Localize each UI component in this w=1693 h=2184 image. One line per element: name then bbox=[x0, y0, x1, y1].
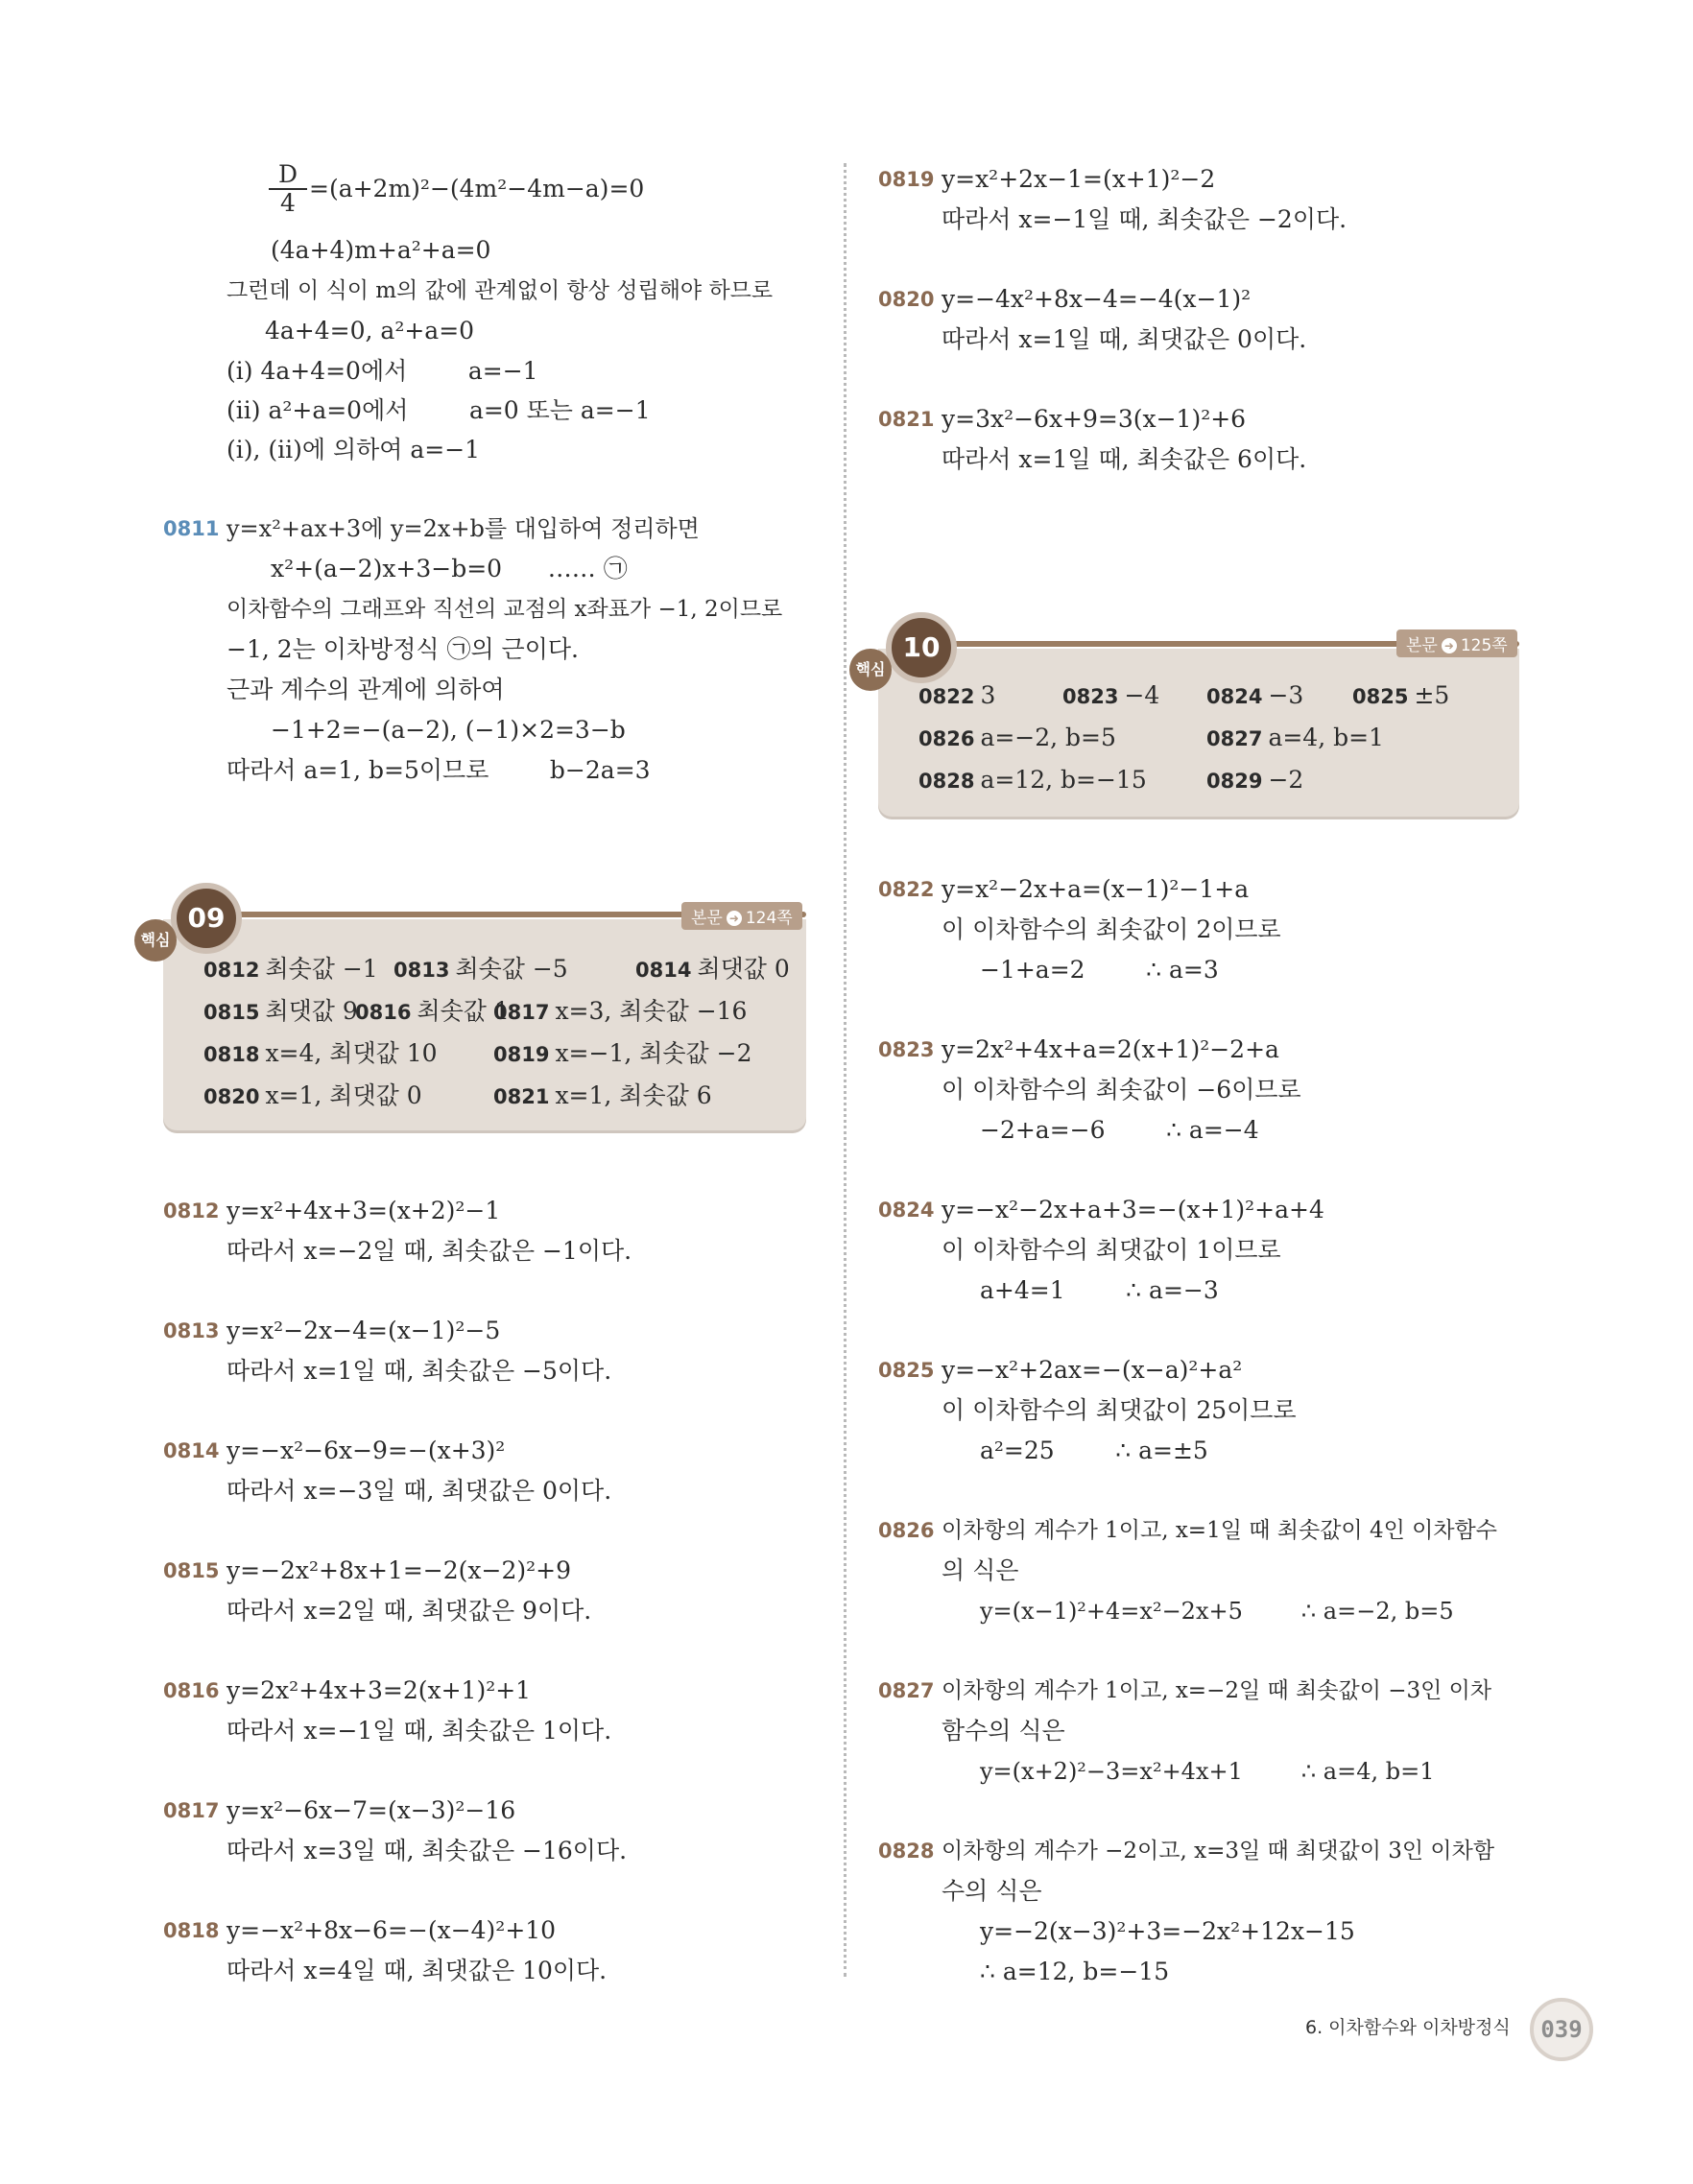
answer-item bbox=[355, 997, 510, 1027]
answer-value: a=12, b=−15 bbox=[980, 766, 1147, 794]
problem-number: 0818 bbox=[163, 1919, 220, 1942]
answer-key: 0825 bbox=[1352, 685, 1409, 708]
answer-key: 0824 bbox=[1206, 685, 1263, 708]
solution-line: y=−x²−2x+a+3=−(x+1)²+a+4 bbox=[942, 1196, 1324, 1223]
problem-number: 0811 bbox=[163, 517, 220, 540]
answer-key: 0818 bbox=[203, 1043, 260, 1066]
reference-label: 본문 bbox=[691, 909, 723, 928]
solution-line: 이 이차함수의 최솟값이 −6이므로 bbox=[942, 1076, 1301, 1104]
solution-line: y=−x²+2ax=−(x−a)²+a² bbox=[942, 1356, 1243, 1384]
problem-number: 0819 bbox=[878, 168, 935, 191]
solution-line: −1+a=2 ∴ a=3 bbox=[980, 956, 1219, 984]
section-badge: 10 bbox=[886, 612, 957, 683]
solution-line: 이차항의 계수가 1이고, x=1일 때 최솟값이 4인 이차함수 bbox=[942, 1518, 1497, 1543]
solution-line: −1+2=−(a−2), (−1)×2=3−b bbox=[271, 716, 626, 744]
arrow-right-icon: ➜ bbox=[1442, 638, 1457, 653]
core-tag: 핵심 bbox=[134, 919, 177, 961]
answer-key: 0829 bbox=[1206, 770, 1263, 793]
solution-line: y=x²−2x+a=(x−1)²−1+a bbox=[942, 875, 1250, 903]
problem-number: 0817 bbox=[163, 1799, 220, 1822]
solution-line: 따라서 x=−3일 때, 최댓값은 0이다. bbox=[227, 1477, 612, 1505]
section-badge: 09 bbox=[171, 883, 242, 954]
answer-item bbox=[493, 997, 747, 1027]
answer-value: x=3, 최솟값 −16 bbox=[555, 997, 748, 1025]
answer-value: −3 bbox=[1268, 681, 1304, 709]
answer-item bbox=[393, 955, 568, 985]
solution-line: −2+a=−6 ∴ a=−4 bbox=[980, 1116, 1259, 1144]
fraction-d-over-4 bbox=[269, 161, 307, 217]
solution-line: x²+(a−2)x+3−b=0 …… ㉠ bbox=[271, 555, 628, 582]
chapter-title: 6. 이차함수와 이차방정식 bbox=[1305, 2017, 1511, 2038]
solution-line: y=−2x²+8x+1=−2(x−2)²+9 bbox=[227, 1556, 571, 1584]
problem-number: 0814 bbox=[163, 1439, 220, 1462]
answer-item bbox=[493, 1039, 752, 1069]
problem-number: 0820 bbox=[878, 288, 935, 311]
answer-item bbox=[635, 955, 790, 985]
page-number: 039 bbox=[1530, 1998, 1593, 2061]
answer-item bbox=[203, 997, 358, 1027]
problem-number: 0825 bbox=[878, 1359, 935, 1382]
answer-key: 0814 bbox=[635, 959, 692, 982]
solution-line: 함수의 식은 bbox=[942, 1717, 1065, 1745]
solution-line: 수의 식은 bbox=[942, 1877, 1042, 1905]
problem-number: 0828 bbox=[878, 1840, 935, 1863]
solution-line: 따라서 x=2일 때, 최댓값은 9이다. bbox=[227, 1597, 592, 1625]
fraction-denominator: 4 bbox=[280, 189, 296, 217]
reference-label: 본문 bbox=[1406, 636, 1438, 655]
solution-line: 따라서 x=1일 때, 최솟값은 6이다. bbox=[942, 445, 1307, 473]
answer-key: 0812 bbox=[203, 959, 260, 982]
solution-line: y=−2(x−3)²+3=−2x²+12x−15 bbox=[980, 1917, 1355, 1945]
core-tag: 핵심 bbox=[849, 649, 892, 691]
problem-number: 0824 bbox=[878, 1199, 935, 1222]
solution-line: a²=25 ∴ a=±5 bbox=[980, 1436, 1208, 1464]
answer-item bbox=[493, 1081, 712, 1111]
answer-item bbox=[918, 724, 1116, 753]
answer-value: x=4, 최댓값 10 bbox=[265, 1039, 438, 1067]
solution-line: 의 식은 bbox=[942, 1556, 1019, 1584]
case-line: (ⅱ) a²+a=0에서 a=0 또는 a=−1 bbox=[227, 396, 651, 424]
equation-line: 4a+4=0, a²+a=0 bbox=[265, 317, 475, 344]
answer-value: a=4, b=1 bbox=[1268, 724, 1384, 751]
answer-item bbox=[1206, 766, 1303, 795]
solution-line: y=x²−2x−4=(x−1)²−5 bbox=[227, 1317, 501, 1344]
answer-item bbox=[203, 1039, 438, 1069]
solution-line: y=2x²+4x+a=2(x+1)²−2+a bbox=[942, 1035, 1279, 1063]
equation-line: (4a+4)m+a²+a=0 bbox=[271, 236, 491, 264]
answer-key: 0816 bbox=[355, 1001, 412, 1024]
solution-line: ∴ a=12, b=−15 bbox=[980, 1958, 1170, 1985]
problem-number: 0823 bbox=[878, 1038, 935, 1061]
solution-line: 따라서 x=−1일 때, 최솟값은 −2이다. bbox=[942, 205, 1347, 233]
solution-line: 이차함수의 그래프와 직선의 교점의 x좌표가 −1, 2이므로 bbox=[227, 597, 783, 622]
equation-line: =(a+2m)²−(4m²−4m−a)=0 bbox=[309, 175, 645, 202]
solution-line: y=−x²−6x−9=−(x+3)² bbox=[227, 1436, 506, 1464]
answer-value: x=−1, 최솟값 −2 bbox=[555, 1039, 752, 1067]
problem-number: 0827 bbox=[878, 1679, 935, 1702]
problem-number: 0826 bbox=[878, 1519, 935, 1542]
answer-key: 0817 bbox=[493, 1001, 550, 1024]
solution-line: 따라서 x=1일 때, 최솟값은 −5이다. bbox=[227, 1357, 612, 1385]
solution-line: y=x²+4x+3=(x+2)²−1 bbox=[227, 1197, 501, 1224]
solution-line: 따라서 x=3일 때, 최솟값은 −16이다. bbox=[227, 1837, 628, 1864]
problem-number: 0812 bbox=[163, 1199, 220, 1223]
reference-page: 124쪽 bbox=[745, 909, 793, 928]
problem-number: 0822 bbox=[878, 878, 935, 901]
solution-line: 따라서 x=4일 때, 최댓값은 10이다. bbox=[227, 1957, 608, 1984]
answer-key: 0827 bbox=[1206, 727, 1263, 750]
answer-value: x=1, 최댓값 0 bbox=[265, 1081, 422, 1109]
solution-line: a+4=1 ∴ a=−3 bbox=[980, 1276, 1219, 1304]
solution-line: y=(x+2)²−3=x²+4x+1 ∴ a=4, b=1 bbox=[980, 1758, 1435, 1785]
problem-number: 0821 bbox=[878, 408, 935, 431]
solution-line: 이차항의 계수가 1이고, x=−2일 때 최솟값이 −3인 이차 bbox=[942, 1678, 1492, 1703]
answer-key: 0822 bbox=[918, 685, 975, 708]
problem-number: 0815 bbox=[163, 1559, 220, 1582]
solution-line: y=(x−1)²+4=x²−2x+5 ∴ a=−2, b=5 bbox=[980, 1598, 1454, 1625]
solution-line: 근과 계수의 관계에 의하여 bbox=[227, 676, 505, 703]
answer-value: ±5 bbox=[1414, 681, 1450, 709]
solution-line: y=x²−6x−7=(x−3)²−16 bbox=[227, 1796, 516, 1824]
solution-line: 따라서 a=1, b=5이므로 b−2a=3 bbox=[227, 756, 651, 784]
solution-line: 이 이차함수의 최솟값이 2이므로 bbox=[942, 915, 1281, 943]
answer-key: 0819 bbox=[493, 1043, 550, 1066]
problem-number: 0813 bbox=[163, 1319, 220, 1342]
answer-value: 최솟값 −5 bbox=[455, 955, 568, 983]
solution-line: −1, 2는 이차방정식 ㉠의 근이다. bbox=[227, 635, 579, 663]
case-line: (ⅰ) 4a+4=0에서 a=−1 bbox=[227, 357, 538, 385]
text-line: 그런데 이 식이 m의 값에 관계없이 항상 성립해야 하므로 bbox=[227, 278, 774, 303]
solution-line: y=−x²+8x−6=−(x−4)²+10 bbox=[227, 1916, 557, 1944]
answer-item bbox=[203, 955, 378, 985]
answer-key: 0828 bbox=[918, 770, 975, 793]
answer-item bbox=[918, 681, 995, 711]
answer-item bbox=[203, 1081, 422, 1111]
arrow-right-icon: ➜ bbox=[727, 911, 742, 926]
answer-value: x=1, 최솟값 6 bbox=[555, 1081, 712, 1109]
answer-key: 0823 bbox=[1062, 685, 1119, 708]
answer-item bbox=[918, 766, 1147, 795]
answer-item bbox=[1206, 724, 1384, 753]
answer-key: 0813 bbox=[393, 959, 450, 982]
answer-value: 최솟값 −1 bbox=[265, 955, 378, 983]
answer-value: 최댓값 9 bbox=[265, 997, 358, 1025]
solution-line: 따라서 x=−2일 때, 최솟값은 −1이다. bbox=[227, 1237, 632, 1265]
answer-value: a=−2, b=5 bbox=[980, 724, 1116, 751]
problem-number: 0816 bbox=[163, 1679, 220, 1702]
solution-line: 이 이차함수의 최댓값이 1이므로 bbox=[942, 1236, 1281, 1264]
fraction-numerator: D bbox=[269, 161, 307, 190]
solution-line: 이차항의 계수가 −2이고, x=3일 때 최댓값이 3인 이차함 bbox=[942, 1839, 1495, 1864]
column-divider bbox=[844, 163, 846, 1977]
answer-key: 0820 bbox=[203, 1085, 260, 1108]
solution-line: 이 이차함수의 최댓값이 25이므로 bbox=[942, 1396, 1297, 1424]
solution-line: y=−4x²+8x−4=−4(x−1)² bbox=[942, 285, 1252, 313]
reference-link[interactable] bbox=[681, 902, 802, 930]
answer-value: 최솟값 1 bbox=[417, 997, 510, 1025]
answer-value: 최댓값 0 bbox=[697, 955, 790, 983]
answer-value: −4 bbox=[1124, 681, 1160, 709]
solution-line: y=3x²−6x+9=3(x−1)²+6 bbox=[942, 405, 1247, 433]
answer-item bbox=[1206, 681, 1303, 711]
answer-item bbox=[1062, 681, 1159, 711]
reference-link[interactable] bbox=[1396, 629, 1517, 657]
conclusion-line: (ⅰ), (ⅱ)에 의하여 a=−1 bbox=[227, 436, 481, 463]
solution-line: y=x²+2x−1=(x+1)²−2 bbox=[942, 165, 1216, 193]
answer-key: 0821 bbox=[493, 1085, 550, 1108]
solution-line: y=x²+ax+3에 y=2x+b를 대입하여 정리하면 bbox=[227, 515, 700, 542]
answer-value: −2 bbox=[1268, 766, 1304, 794]
answer-key: 0826 bbox=[918, 727, 975, 750]
answer-item bbox=[1352, 681, 1449, 711]
solution-line: 따라서 x=−1일 때, 최솟값은 1이다. bbox=[227, 1717, 612, 1745]
solution-line: 따라서 x=1일 때, 최댓값은 0이다. bbox=[942, 325, 1307, 353]
solution-line: y=2x²+4x+3=2(x+1)²+1 bbox=[227, 1676, 532, 1704]
reference-page: 125쪽 bbox=[1460, 636, 1508, 655]
answer-value: 3 bbox=[980, 681, 996, 709]
answer-key: 0815 bbox=[203, 1001, 260, 1024]
